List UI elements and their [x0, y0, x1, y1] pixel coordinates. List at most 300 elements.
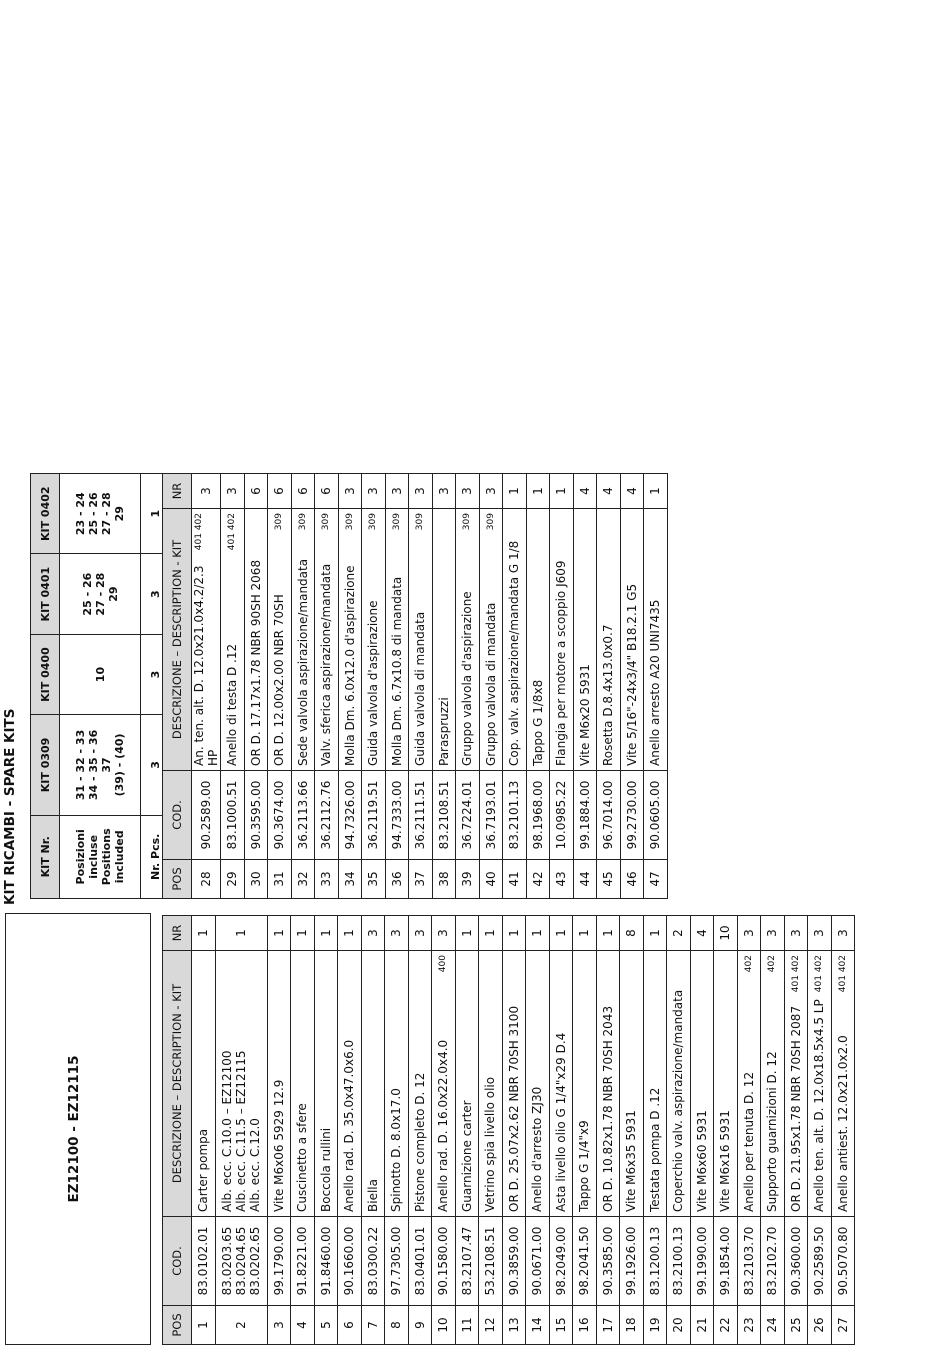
desc-text: OR D. 25.07x2.62 NBR 70SH 3100: [506, 1005, 521, 1212]
pos-cell: 37: [409, 860, 433, 899]
cod-cell: 83.1000.51: [221, 771, 245, 860]
kit-ref: 401 402: [837, 955, 848, 993]
cod-cell: 99.1790.00: [267, 1217, 291, 1306]
desc-cell: [291, 951, 315, 1217]
pos-header: POS: [163, 1306, 192, 1345]
nr-cell: 1: [573, 916, 597, 951]
nr-cell: 1: [455, 916, 479, 951]
cod-cell: 83.0203.65 83.0204.65 83.0202.65: [215, 1217, 267, 1306]
desc-cell: [314, 951, 338, 1217]
desc-header: DESCRIZIONE – DESCRIPTION - KIT: [163, 951, 192, 1217]
cod-cell: 96.7014.00: [597, 771, 621, 860]
table-row: [643, 916, 667, 1345]
desc-cell: [596, 951, 620, 1217]
desc-text: Molla Dm. 6.0x12.0 d'aspirazione: [342, 565, 357, 766]
pos-cell: 38: [432, 860, 456, 899]
nr-cell: 1: [215, 916, 267, 951]
nr-cell: 1: [596, 916, 620, 951]
cod-cell: 98.1968.00: [526, 771, 550, 860]
cod-cell: 36.2113.66: [291, 771, 315, 860]
desc-text: OR D. 17.17x1.78 NBR 90SH 2068: [248, 559, 263, 766]
kit-ref: 309: [274, 513, 285, 531]
cod-cell: 83.2102.70: [761, 1217, 785, 1306]
desc-cell: [549, 951, 573, 1217]
table-row: [667, 916, 691, 1345]
pos-cell: 42: [526, 860, 550, 899]
desc-cell: [479, 951, 503, 1217]
desc-text: Molla Dm. 6.7x10.8 di mandata: [389, 576, 404, 766]
desc-text: Vetrino spia livello olio: [483, 1076, 498, 1212]
pos-cell: 9: [408, 1306, 432, 1345]
nr-cell: 4: [573, 474, 597, 509]
parts-table-left: [162, 915, 855, 1345]
desc-text: Anello d'arresto ZJ30: [530, 1086, 545, 1212]
pcs-label: Nr. Pcs.: [141, 815, 170, 898]
kit-name: KIT 0309: [31, 715, 60, 815]
desc-cell: [455, 951, 479, 1217]
kit-nr-label: KIT Nr.: [31, 815, 60, 898]
kit-table: [30, 473, 170, 899]
pos-cell: 17: [596, 1306, 620, 1345]
desc-text: OR D. 10.82x1.78 NBR 70SH 2043: [600, 1005, 615, 1212]
pos-cell: 22: [714, 1306, 738, 1345]
nr-cell: 1: [503, 474, 527, 509]
desc-cell: [385, 509, 409, 771]
desc-cell: [808, 951, 832, 1217]
desc-cell: [244, 509, 268, 771]
table-row: [784, 916, 808, 1345]
table-row: [192, 474, 221, 899]
kit-name: KIT 0400: [31, 634, 60, 714]
desc-text: OR D. 21.95x1.78 NBR 70SH 2087: [788, 1005, 803, 1212]
desc-cell: [620, 951, 644, 1217]
desc-cell: [620, 509, 644, 771]
cod-cell: 90.0605.00: [644, 771, 668, 860]
nr-cell: 1: [479, 916, 503, 951]
cod-cell: 90.1580.00: [432, 1217, 456, 1306]
desc-cell: [267, 951, 291, 1217]
kit-ref: 309: [297, 513, 308, 531]
table-row: [620, 474, 644, 899]
desc-text: Guida valvola d'aspirazione: [366, 600, 381, 766]
pos-header: POS: [163, 860, 192, 899]
nr-cell: 10: [714, 916, 738, 951]
desc-cell: [215, 951, 267, 1217]
kit-positions: 23 - 24 25 - 26 27 - 28 29: [60, 474, 141, 554]
desc-cell: [573, 509, 597, 771]
desc-text: Testata pompa D .12: [647, 1087, 662, 1212]
title-box: [5, 913, 151, 1345]
nr-cell: 3: [408, 916, 432, 951]
nr-cell: 3: [737, 916, 761, 951]
table-row: [550, 474, 574, 899]
desc-cell: [526, 509, 550, 771]
nr-cell: 3: [221, 474, 245, 509]
desc-cell: [784, 951, 808, 1217]
table-row: [432, 916, 456, 1345]
cod-cell: 90.3859.00: [502, 1217, 526, 1306]
desc-cell: [502, 951, 526, 1217]
table-row: [714, 916, 738, 1345]
desc-text: Anello rad. D. 35.0x47.0x6.0: [342, 1039, 357, 1212]
kit-name: KIT 0402: [31, 474, 60, 554]
table-row: [761, 916, 785, 1345]
table-row: [432, 474, 456, 899]
desc-cell: [432, 509, 456, 771]
desc-text: Gruppo valvola d'aspirazione: [460, 591, 475, 766]
desc-text: Cuscinetto a sfere: [295, 1103, 310, 1212]
nr-cell: 6: [244, 474, 268, 509]
desc-text: Anello rad. D. 16.0x22.0x4.0: [436, 1039, 451, 1212]
pos-cell: 19: [643, 1306, 667, 1345]
desc-text: Anello ten. alt. D. 12.0x18.5x4.5 LP: [812, 999, 827, 1212]
desc-text: Spinotto D. 8.0x17.0: [389, 1088, 404, 1212]
cod-cell: 83.2107.47: [455, 1217, 479, 1306]
desc-text: Vite M6x20 5931: [577, 664, 592, 766]
pos-cell: 25: [784, 1306, 808, 1345]
desc-text: Flangia per motore a scoppio J609: [554, 560, 569, 766]
pos-cell: 4: [291, 1306, 315, 1345]
table-row: [338, 916, 362, 1345]
nr-cell: 3: [361, 916, 385, 951]
desc-text: OR D. 12.00x2.00 NBR 70SH: [272, 594, 287, 766]
table-row: [409, 474, 433, 899]
pos-cell: 23: [737, 1306, 761, 1345]
desc-cell: [550, 509, 574, 771]
desc-cell: [643, 951, 667, 1217]
desc-cell: [192, 951, 216, 1217]
table-row: [408, 916, 432, 1345]
table-row: [315, 474, 339, 899]
cod-cell: 90.0671.00: [526, 1217, 550, 1306]
nr-cell: 3: [831, 916, 855, 951]
nr-cell: 3: [761, 916, 785, 951]
nr-cell: 3: [409, 474, 433, 509]
cod-cell: 98.2041.50: [573, 1217, 597, 1306]
nr-cell: 1: [549, 916, 573, 951]
pos-cell: 33: [315, 860, 339, 899]
table-row: [737, 916, 761, 1345]
table-row: [690, 916, 714, 1345]
nr-cell: 3: [432, 916, 456, 951]
table-row: [215, 916, 267, 1345]
cod-cell: 91.8460.00: [314, 1217, 338, 1306]
pos-cell: 15: [549, 1306, 573, 1345]
desc-cell: [361, 951, 385, 1217]
cod-cell: 90.3600.00: [784, 1217, 808, 1306]
kit-name: KIT 0401: [31, 554, 60, 634]
table-row: [338, 474, 362, 899]
kit-ref: 309: [415, 513, 426, 531]
table-row: [479, 916, 503, 1345]
cod-cell: 94.7326.00: [338, 771, 362, 860]
desc-cell: [338, 509, 362, 771]
pos-cell: 31: [268, 860, 292, 899]
table-row: [221, 474, 245, 899]
cod-cell: 99.1926.00: [620, 1217, 644, 1306]
pos-cell: 46: [620, 860, 644, 899]
cod-cell: 83.0401.01: [408, 1217, 432, 1306]
desc-text: Asta livello olio G 1/4"x29 D.4: [553, 1032, 568, 1212]
table-row: [267, 916, 291, 1345]
cod-cell: 83.2101.13: [503, 771, 527, 860]
desc-text: Gruppo valvola di mandata: [483, 602, 498, 766]
pos-cell: 29: [221, 860, 245, 899]
desc-text: Sede valvola aspirazione/mandata: [295, 558, 310, 766]
desc-cell: [573, 951, 597, 1217]
table-row: [549, 916, 573, 1345]
desc-cell: [597, 509, 621, 771]
nr-cell: 1: [644, 474, 668, 509]
pos-cell: 41: [503, 860, 527, 899]
kit-ref: 309: [485, 513, 496, 531]
table-row: [291, 474, 315, 899]
table-row: [291, 916, 315, 1345]
desc-text: Guarnizione carter: [459, 1100, 474, 1212]
cod-cell: 90.2589.00: [192, 771, 221, 860]
kit-ref: 401 402: [814, 955, 825, 993]
desc-text: Rosetta D.8.4x13.0x0.7: [601, 624, 616, 766]
kit-header-row: [31, 474, 60, 899]
desc-text: Vite 5/16"-24x3/4" B18.2.1 G5: [624, 583, 639, 766]
desc-text: Vite M6x60 5931: [694, 1110, 709, 1212]
table-row: [526, 916, 550, 1345]
nr-cell: 1: [526, 916, 550, 951]
desc-cell: [714, 951, 738, 1217]
nr-cell: 1: [291, 916, 315, 951]
desc-text: Tappo G 1/8x8: [530, 679, 545, 766]
kit-pcs: 1: [141, 474, 170, 554]
nr-cell: 1: [314, 916, 338, 951]
desc-text: Guida valvola di mandata: [413, 611, 428, 766]
kit-positions: 25 - 26 27 - 28 29: [60, 554, 141, 634]
cod-cell: 90.3595.00: [244, 771, 268, 860]
table-row: [314, 916, 338, 1345]
cod-cell: 10.0985.22: [550, 771, 574, 860]
cod-cell: 90.3674.00: [268, 771, 292, 860]
nr-cell: 3: [808, 916, 832, 951]
desc-cell: [479, 509, 503, 771]
table-row: [573, 916, 597, 1345]
desc-cell: [221, 509, 245, 771]
pos-cell: 21: [690, 1306, 714, 1345]
pos-cell: 8: [385, 1306, 409, 1345]
kit-positions: 10: [60, 634, 141, 714]
table-row: [597, 474, 621, 899]
pos-cell: 43: [550, 860, 574, 899]
kit-ref: 401 402: [790, 955, 801, 993]
desc-cell: [831, 951, 855, 1217]
kit-ref: 400: [438, 955, 449, 973]
pos-cell: 39: [456, 860, 480, 899]
cod-cell: 99.1854.00: [714, 1217, 738, 1306]
nr-cell: 4: [597, 474, 621, 509]
nr-cell: 4: [690, 916, 714, 951]
cod-cell: 94.7333.00: [385, 771, 409, 860]
table-row: [573, 474, 597, 899]
desc-cell: [408, 951, 432, 1217]
pos-cell: 13: [502, 1306, 526, 1345]
desc-text: Vite M6x35 5931: [624, 1110, 639, 1212]
desc-text: An. ten. alt. D. 12.0x21.0x4.2/2.3 HP: [192, 565, 220, 766]
cod-cell: 90.5070.80: [831, 1217, 855, 1306]
nr-cell: 1: [643, 916, 667, 951]
cod-cell: 91.8221.00: [291, 1217, 315, 1306]
table-row: [385, 916, 409, 1345]
pos-cell: 16: [573, 1306, 597, 1345]
nr-cell: 6: [291, 474, 315, 509]
table-row: [502, 916, 526, 1345]
kit-ref: 309: [344, 513, 355, 531]
parts-table-right: [162, 473, 668, 899]
cod-cell: 83.1200.13: [643, 1217, 667, 1306]
cod-header: COD.: [163, 1217, 192, 1306]
desc-cell: [526, 951, 550, 1217]
nr-cell: 3: [192, 474, 221, 509]
page-title: EZ12100 - EZ12115: [66, 1055, 82, 1203]
cod-cell: 99.2730.00: [620, 771, 644, 860]
nr-cell: 3: [338, 474, 362, 509]
pos-cell: 47: [644, 860, 668, 899]
kit-ref: 401 402: [227, 513, 238, 551]
table-row: [268, 474, 292, 899]
cod-cell: 98.2049.00: [549, 1217, 573, 1306]
kit-title: KIT RICAMBI - SPARE KITS: [2, 708, 18, 905]
kit-pcs: 3: [141, 715, 170, 815]
cod-cell: 83.2100.13: [667, 1217, 691, 1306]
nr-cell: 1: [267, 916, 291, 951]
nr-cell: 6: [268, 474, 292, 509]
header-row: [163, 474, 192, 899]
nr-cell: 1: [526, 474, 550, 509]
kit-ref: 402: [767, 955, 778, 973]
table-row: [244, 474, 268, 899]
kit-pcs: 3: [141, 554, 170, 634]
cod-cell: 83.2108.51: [432, 771, 456, 860]
pos-cell: 6: [338, 1306, 362, 1345]
desc-text: Anello per tenuta D. 12: [741, 1071, 756, 1212]
table-row: [831, 916, 855, 1345]
kit-ref: 309: [462, 513, 473, 531]
kit-ref: 401 402: [194, 513, 204, 551]
cod-cell: 36.2119.51: [362, 771, 386, 860]
desc-text: Paraspruzzi: [436, 697, 451, 766]
desc-text: Anello antiest. 12.0x21.0x2.0: [835, 1035, 850, 1212]
desc-cell: [737, 951, 761, 1217]
nr-cell: 1: [550, 474, 574, 509]
kit-ref: 402: [743, 955, 754, 973]
desc-cell: [503, 509, 527, 771]
pos-cell: 1: [192, 1306, 216, 1345]
cod-cell: 83.2103.70: [737, 1217, 761, 1306]
nr-cell: 3: [385, 474, 409, 509]
desc-text: Carter pompa: [196, 1128, 211, 1212]
cod-cell: 83.0102.01: [192, 1217, 216, 1306]
kit-ref: 309: [391, 513, 402, 531]
nr-cell: 1: [192, 916, 216, 951]
pos-cell: 40: [479, 860, 503, 899]
cod-cell: 99.1884.00: [573, 771, 597, 860]
pos-cell: 20: [667, 1306, 691, 1345]
desc-text: Anello arresto A20 UNI7435: [648, 599, 663, 766]
nr-cell: 3: [385, 916, 409, 951]
cod-cell: 99.1990.00: [690, 1217, 714, 1306]
nr-cell: 1: [502, 916, 526, 951]
desc-text: Coperchio valv. aspirazione/mandata: [671, 989, 686, 1212]
desc-cell: [690, 951, 714, 1217]
cod-cell: 97.7305.00: [385, 1217, 409, 1306]
desc-cell: [385, 951, 409, 1217]
table-row: [456, 474, 480, 899]
desc-text: Cop. valv. aspirazione/mandata G 1/8: [507, 540, 522, 766]
pos-cell: 28: [192, 860, 221, 899]
kit-pcs: 3: [141, 634, 170, 714]
desc-cell: [761, 951, 785, 1217]
desc-header: DESCRIZIONE – DESCRIPTION - KIT: [163, 509, 192, 771]
pos-cell: 7: [361, 1306, 385, 1345]
desc-text: Pistone completo D. 12: [412, 1072, 427, 1212]
cod-cell: 83.0300.22: [361, 1217, 385, 1306]
pos-cell: 34: [338, 860, 362, 899]
desc-text: Alb. ecc. C.10.0 – EZ12100 Alb. ecc. C.11.5 – EZ12115 Alb. ecc. C.12.0: [220, 1050, 262, 1212]
nr-header: NR: [163, 474, 192, 509]
table-row: [808, 916, 832, 1345]
pos-cell: 30: [244, 860, 268, 899]
desc-cell: [456, 509, 480, 771]
cod-cell: 36.7193.01: [479, 771, 503, 860]
pos-cell: 12: [479, 1306, 503, 1345]
pos-cell: 45: [597, 860, 621, 899]
pos-cell: 32: [291, 860, 315, 899]
desc-text: Boccola rullini: [318, 1127, 333, 1212]
pos-cell: 3: [267, 1306, 291, 1345]
desc-text: Biella: [365, 1179, 380, 1212]
desc-cell: [338, 951, 362, 1217]
cod-cell: 90.2589.50: [808, 1217, 832, 1306]
pos-cell: 18: [620, 1306, 644, 1345]
desc-cell: [268, 509, 292, 771]
desc-cell: [291, 509, 315, 771]
header-row: [163, 916, 192, 1345]
cod-header: COD.: [163, 771, 192, 860]
kit-positions: 31 - 32 - 33 34 - 35 - 36 37 (39) - (40): [60, 715, 141, 815]
pos-cell: 36: [385, 860, 409, 899]
nr-cell: 6: [315, 474, 339, 509]
desc-cell: [315, 509, 339, 771]
nr-cell: 8: [620, 916, 644, 951]
pos-cell: 10: [432, 1306, 456, 1345]
kit-ref: 309: [368, 513, 379, 531]
table-row: [455, 916, 479, 1345]
table-row: [644, 474, 668, 899]
table-row: [526, 474, 550, 899]
desc-text: Valv. sferica aspirazione/mandata: [319, 563, 334, 766]
pos-cell: 26: [808, 1306, 832, 1345]
table-row: [192, 916, 216, 1345]
pos-cell: 44: [573, 860, 597, 899]
desc-cell: [644, 509, 668, 771]
cod-cell: 36.2112.76: [315, 771, 339, 860]
cod-cell: 53.2108.51: [479, 1217, 503, 1306]
table-row: [479, 474, 503, 899]
table-row: [385, 474, 409, 899]
cod-cell: 36.7224.01: [456, 771, 480, 860]
nr-cell: 3: [362, 474, 386, 509]
table-row: [620, 916, 644, 1345]
nr-cell: 2: [667, 916, 691, 951]
nr-cell: 3: [479, 474, 503, 509]
pos-cell: 14: [526, 1306, 550, 1345]
